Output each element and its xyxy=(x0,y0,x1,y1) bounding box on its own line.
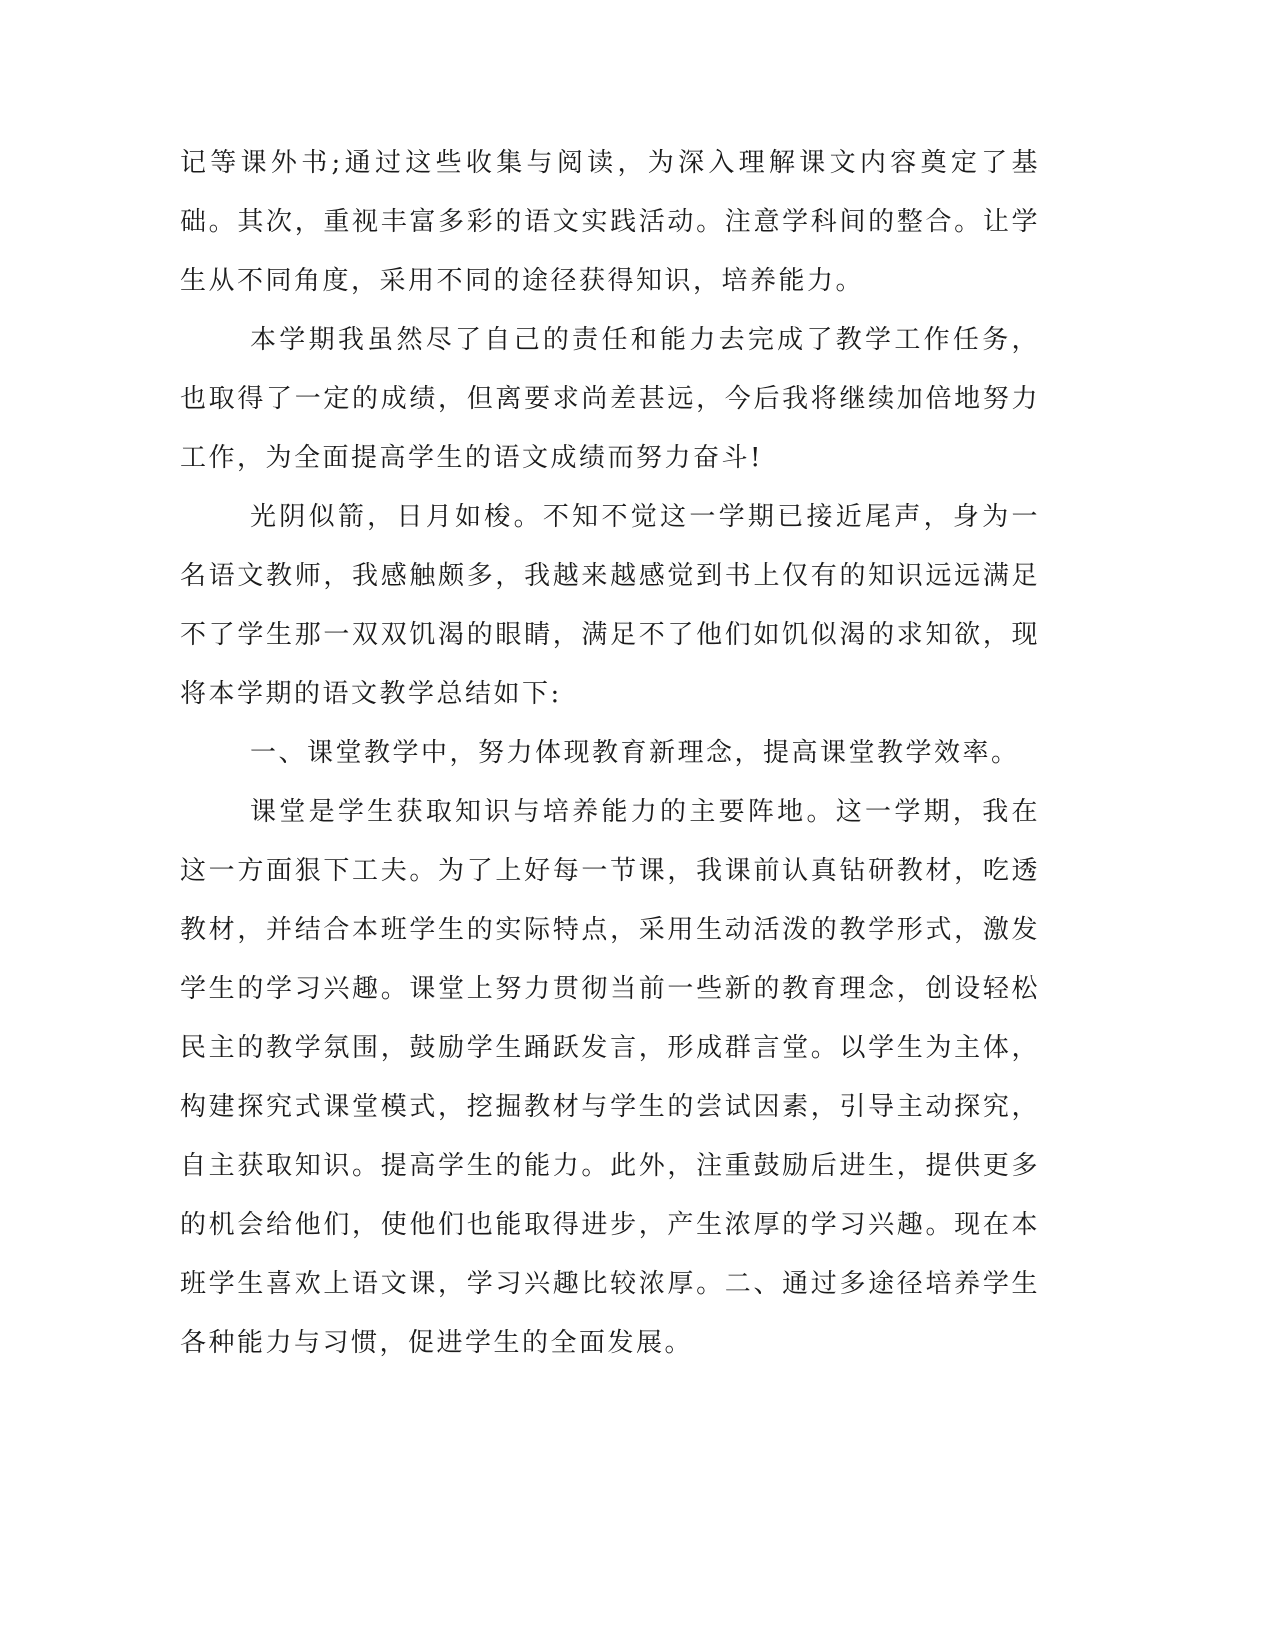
section-heading-1: 一、课堂教学中，努力体现教育新理念，提高课堂教学效率。 xyxy=(250,738,1020,768)
document-body xyxy=(180,134,1040,1373)
paragraph-1: 记等课外书;通过这些收集与阅读，为深入理解课文内容奠定了基础。其次，重视丰富多彩的语文实践活动。注意学科间的整合。让学生从不同角度，采用不同的途径获得知识，培养能力。 xyxy=(180,148,1040,296)
paragraph-3: 光阴似箭，日月如梭。不知不觉这一学期已接近尾声，身为一名语文教师，我感触颇多，我越来越感觉到书上仅有的知识远远满足不了学生那一双双饥渴的眼睛，满足不了他们如饥似渴的求知欲，现将本学期的语文教学总结如下: xyxy=(180,502,1040,709)
paragraph-4: 课堂是学生获取知识与培养能力的主要阵地。这一学期，我在这一方面狠下工夫。为了上好每一节课，我课前认真钻研教材，吃透教材，并结合本班学生的实际特点，采用生动活泼的教学形式，激发学生的学习兴趣。课堂上努力贯彻当前一些新的教育理念，创设轻松民主的教学氛围，鼓励学生踊跃发言，形成群言堂。以学生为主体，构建探究式课堂模式，挖掘教材与学生的尝试因素，引导主动探究，自主获取知识。提高学生的能力。此外，注重鼓励后进生，提供更多的机会给他们，使他们也能取得进步，产生浓厚的学习兴趣。现在本班学生喜欢上语文课，学习兴趣比较浓厚。二、通过多途径培养学生各种能力与习惯，促进学生的全面发展。 xyxy=(180,797,1040,1358)
paragraph-2: 本学期我虽然尽了自己的责任和能力去完成了教学工作任务，也取得了一定的成绩，但离要求尚差甚远，今后我将继续加倍地努力工作，为全面提高学生的语文成绩而努力奋斗! xyxy=(180,325,1040,473)
